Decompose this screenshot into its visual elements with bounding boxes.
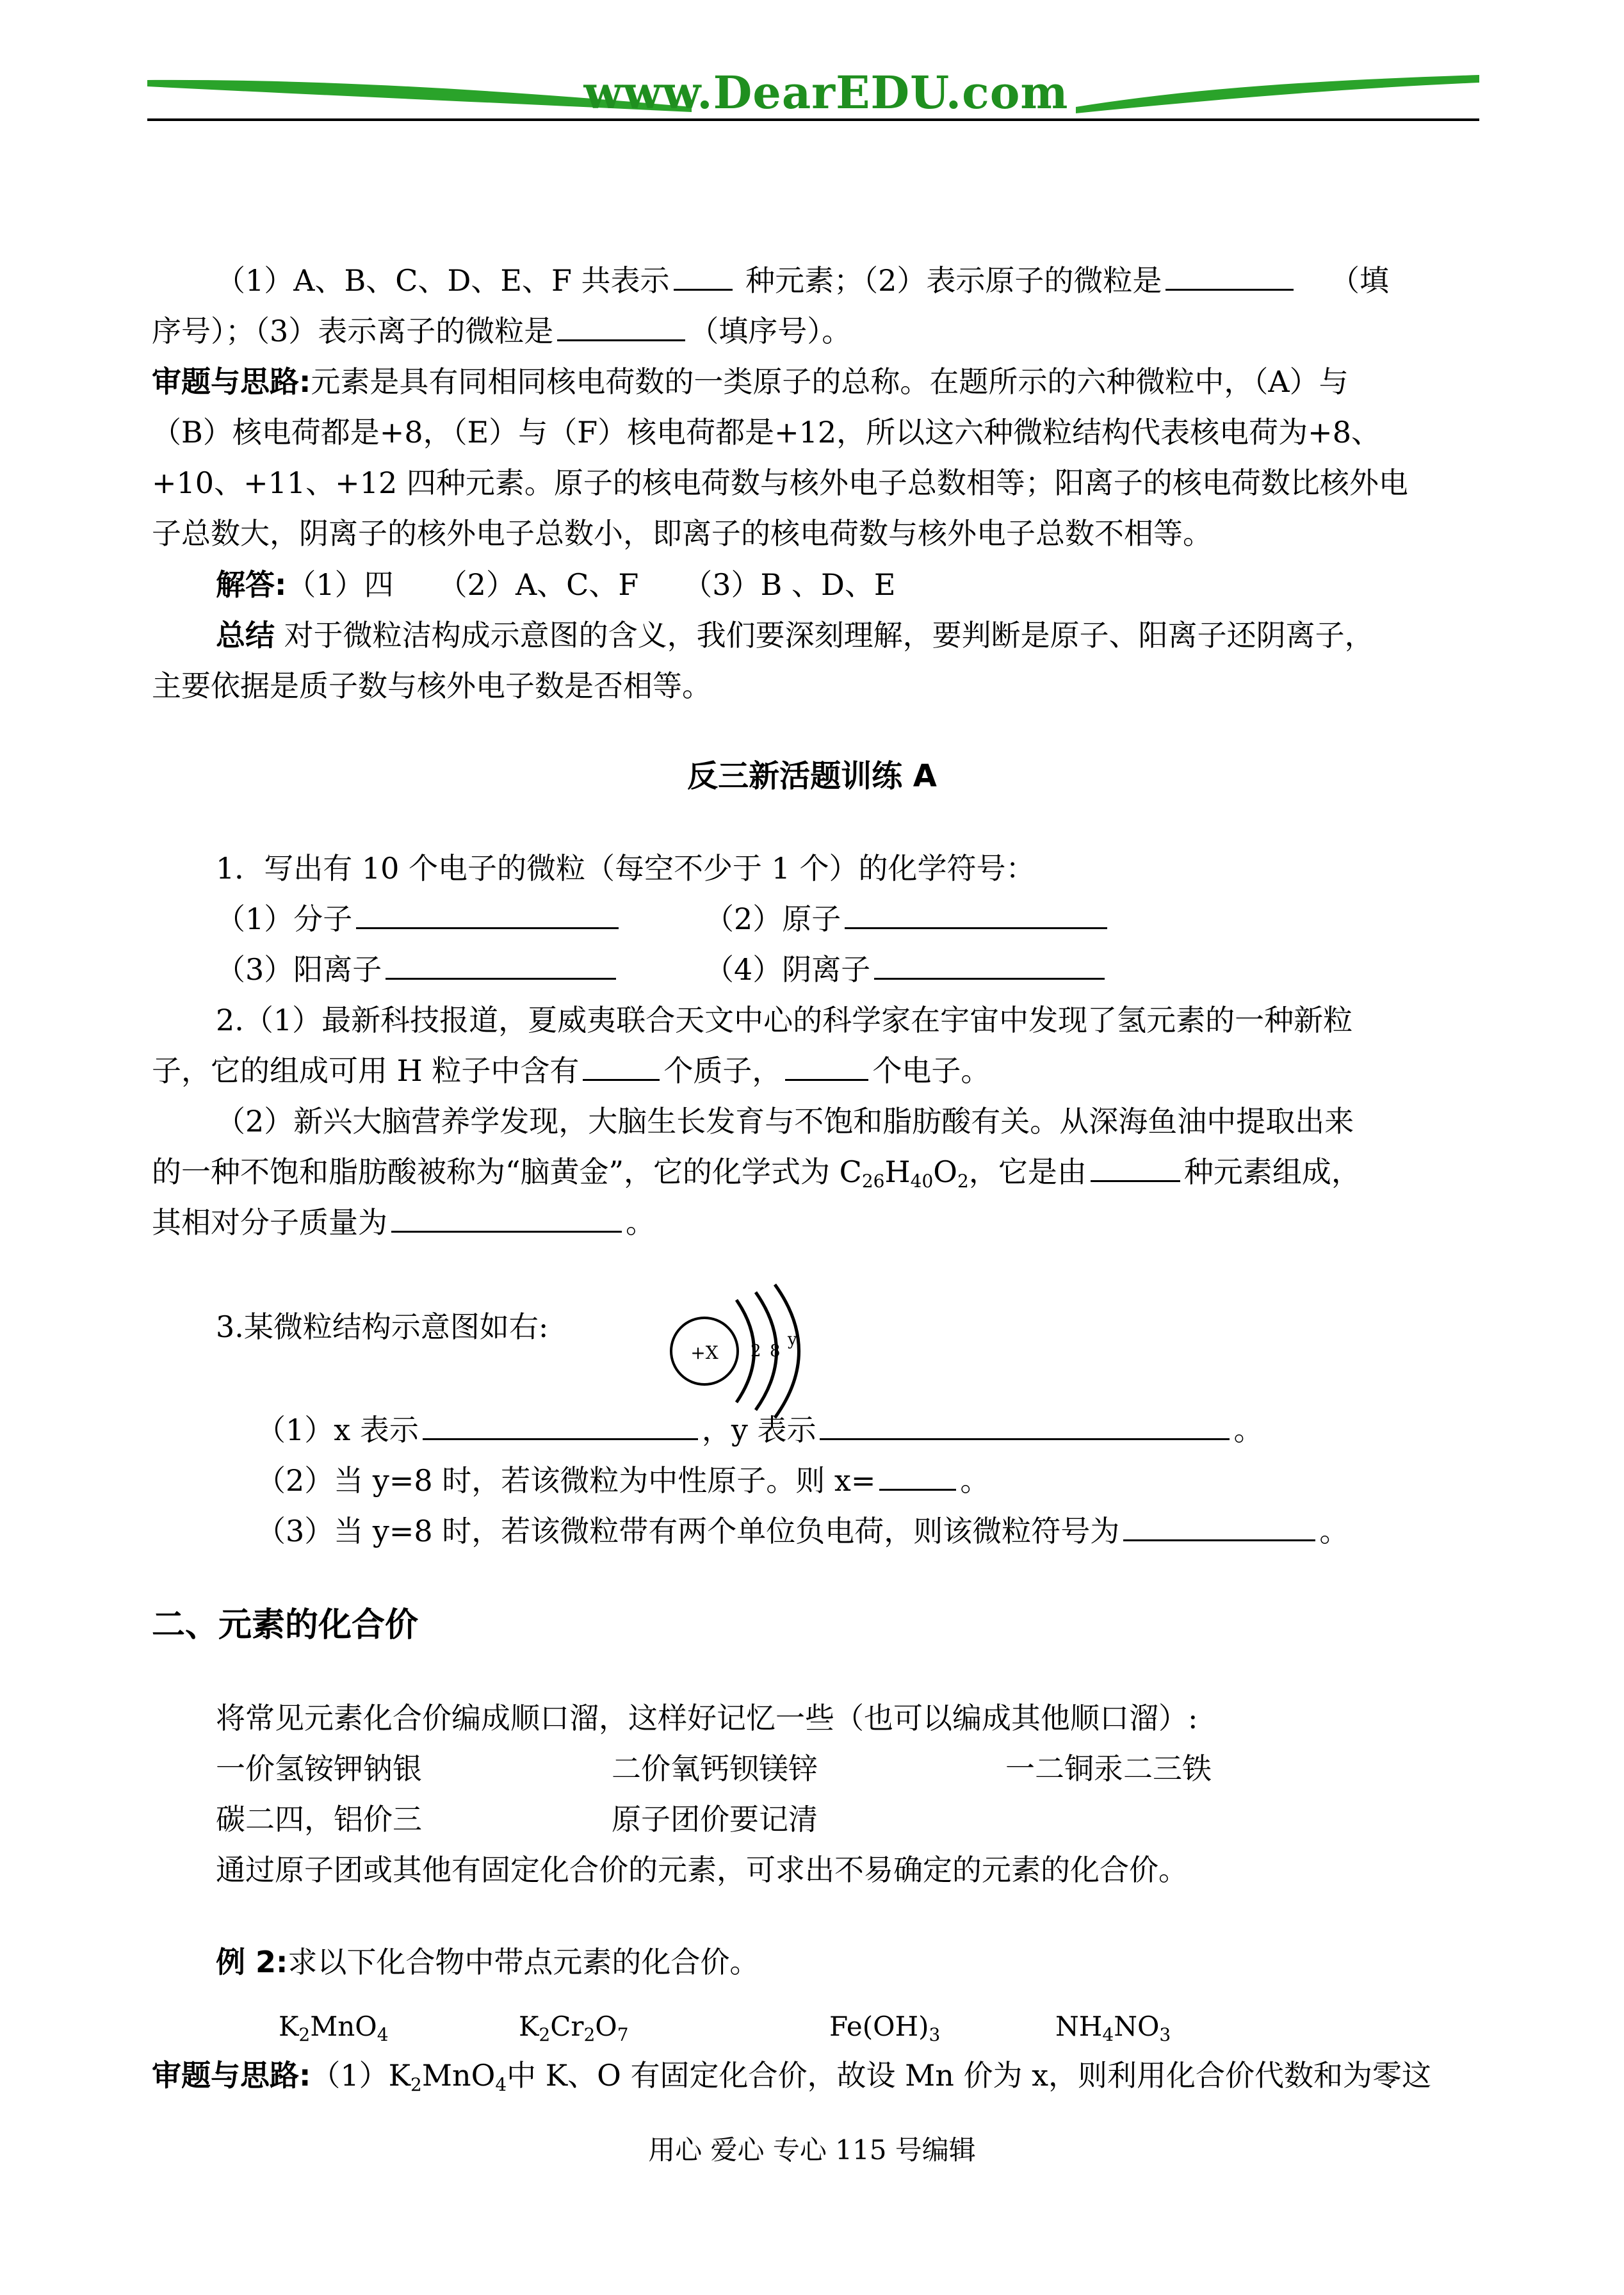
rhyme-2: 二价氧钙钡镁锌 <box>612 1751 818 1786</box>
particle-structure-diagram <box>660 1281 826 1422</box>
summary-line2: 主要依据是质子数与核外电子数是否相等。 <box>152 669 711 703</box>
shell-3-label: y <box>788 1330 797 1349</box>
answer-label: 解答: <box>216 567 287 602</box>
rhyme-3: 一二铜汞二三铁 <box>1005 1751 1212 1786</box>
q1-item-atom: （2）原子 <box>704 893 1111 945</box>
q1-line2: 序号）；（3）表示离子的微粒是 （填序号）。 <box>152 305 851 357</box>
page-footer: 用心 爱心 专心 115 号编辑 <box>648 2134 976 2166</box>
q2-1-line1: 2.（1）最新科技报道，夏威夷联合天文中心的科学家在宇宙中发现了氢元素的一种新粒 <box>216 1003 1353 1037</box>
q3-text: 3.某微粒结构示意图如右: <box>216 1310 549 1344</box>
section2-note: 通过原子团或其他有固定化合价的元素，可求出不易确定的元素的化合价。 <box>216 1853 1188 1887</box>
q1-item-anion: （4）阴离子 <box>704 944 1108 995</box>
rhyme-5: 原子团价要记清 <box>612 1802 818 1837</box>
shell-1-label: 2 <box>751 1342 761 1361</box>
q2-2-line2: 的一种不饱和脂肪酸被称为“脑黄金”，它的化学式为 $C_{26}H_{40}O_2$，它是由 种元素组成， <box>152 1146 1361 1197</box>
header-banner <box>147 61 1479 131</box>
q2-2-line1: （2）新兴大脑营养学发现，大脑生长发育与不饱和脂肪酸有关。从深海鱼油中提取出来 <box>216 1104 1354 1139</box>
example2-line: 例 2:求以下化合物中带点元素的化合价。 <box>216 1945 759 1979</box>
compound-feoh3: $Fe(OH)_3$ <box>829 2011 941 2045</box>
summary-line1: 总结 对于微粒洁构成示意图的含义，我们要深刻理解，要判断是原子、阳离子还阴离子， <box>216 618 1374 653</box>
compound-k2cr2o7: $K_2Cr_2O_7$ <box>519 2011 629 2045</box>
example2-label: 例 2: <box>216 1945 288 1979</box>
answer-line: 解答:（1）四 （2）A、C、F （3）B 、D、E <box>216 567 896 602</box>
section2-title: 二、元素的化合价 <box>152 1606 419 1644</box>
summary-label: 总结 <box>216 618 275 653</box>
q3-1-line: （1）x 表示 ，y 表示 。 <box>256 1404 1263 1456</box>
analysis-line4: 子总数大，阴离子的核外电子总数小，即离子的核电荷数与核外电子总数不相等。 <box>152 516 1212 551</box>
shell-2-label: 8 <box>770 1342 781 1361</box>
analysis-line3: +10、+11、+12 四种元素。原子的核电荷数与核外电子总数相等；阳离子的核电荷数比核外电 <box>152 466 1408 500</box>
q1-line1: （1）A、B、C、D、E、F 共表示 种元素；（2）表示原子的微粒是 （填 <box>216 255 1389 306</box>
q1-item-cation: （3）阳离子 <box>216 944 620 995</box>
practice-q1: 1．写出有 10 个电子的微粒（每空不少于 1 个）的化学符号： <box>216 851 1035 886</box>
q2-1-line2: 子，它的组成可用 H 粒子中含有 个质子， 个电子。 <box>152 1045 990 1096</box>
q2-2-line3: 其相对分子质量为 。 <box>152 1197 655 1248</box>
compound-nh4no3: $NH_4NO_3$ <box>1055 2011 1171 2045</box>
section2-intro: 将常见元素化合价编成顺口溜，这样好记忆一些（也可以编成其他顺口溜）: <box>216 1701 1198 1735</box>
q3-2-line: （2）当 y=8 时，若该微粒为中性原子。则 x= 。 <box>256 1455 989 1506</box>
rhyme-1: 一价氢铵钾钠银 <box>216 1751 422 1786</box>
site-logo-text: www.DearEDU.com <box>583 66 1069 119</box>
nucleus-label: +X <box>690 1342 719 1363</box>
rhyme-4: 碳二四，铝价三 <box>216 1802 422 1837</box>
section2-analysis-label: 审题与思路: <box>152 2058 311 2093</box>
compound-k2mno4: $K_2MnO_4$ <box>279 2011 389 2045</box>
analysis-line1: 审题与思路:元素是具有同相同核电荷数的一类原子的总称。在题所示的六种微粒中，（A）与 <box>152 364 1349 399</box>
analysis-label: 审题与思路: <box>152 364 311 399</box>
analysis-line2: （B）核电荷都是+8，（E）与（F）核电荷都是+12，所以这六种微粒结构代表核电荷为+8、 <box>152 415 1381 450</box>
q3-3-line: （3）当 y=8 时，若该微粒带有两个单位负电荷，则该微粒符号为 。 <box>256 1505 1349 1557</box>
practice-title: 反三新活题训练 A <box>687 758 937 794</box>
section2-analysis-line: 审题与思路$:(1)K_2MnO_4$中 K、O 有固定化合价，故设 Mn 价为 x，则利用化合价代数和为零这 <box>152 2058 1432 2095</box>
q1-item-molecule: （1）分子 <box>216 893 622 945</box>
